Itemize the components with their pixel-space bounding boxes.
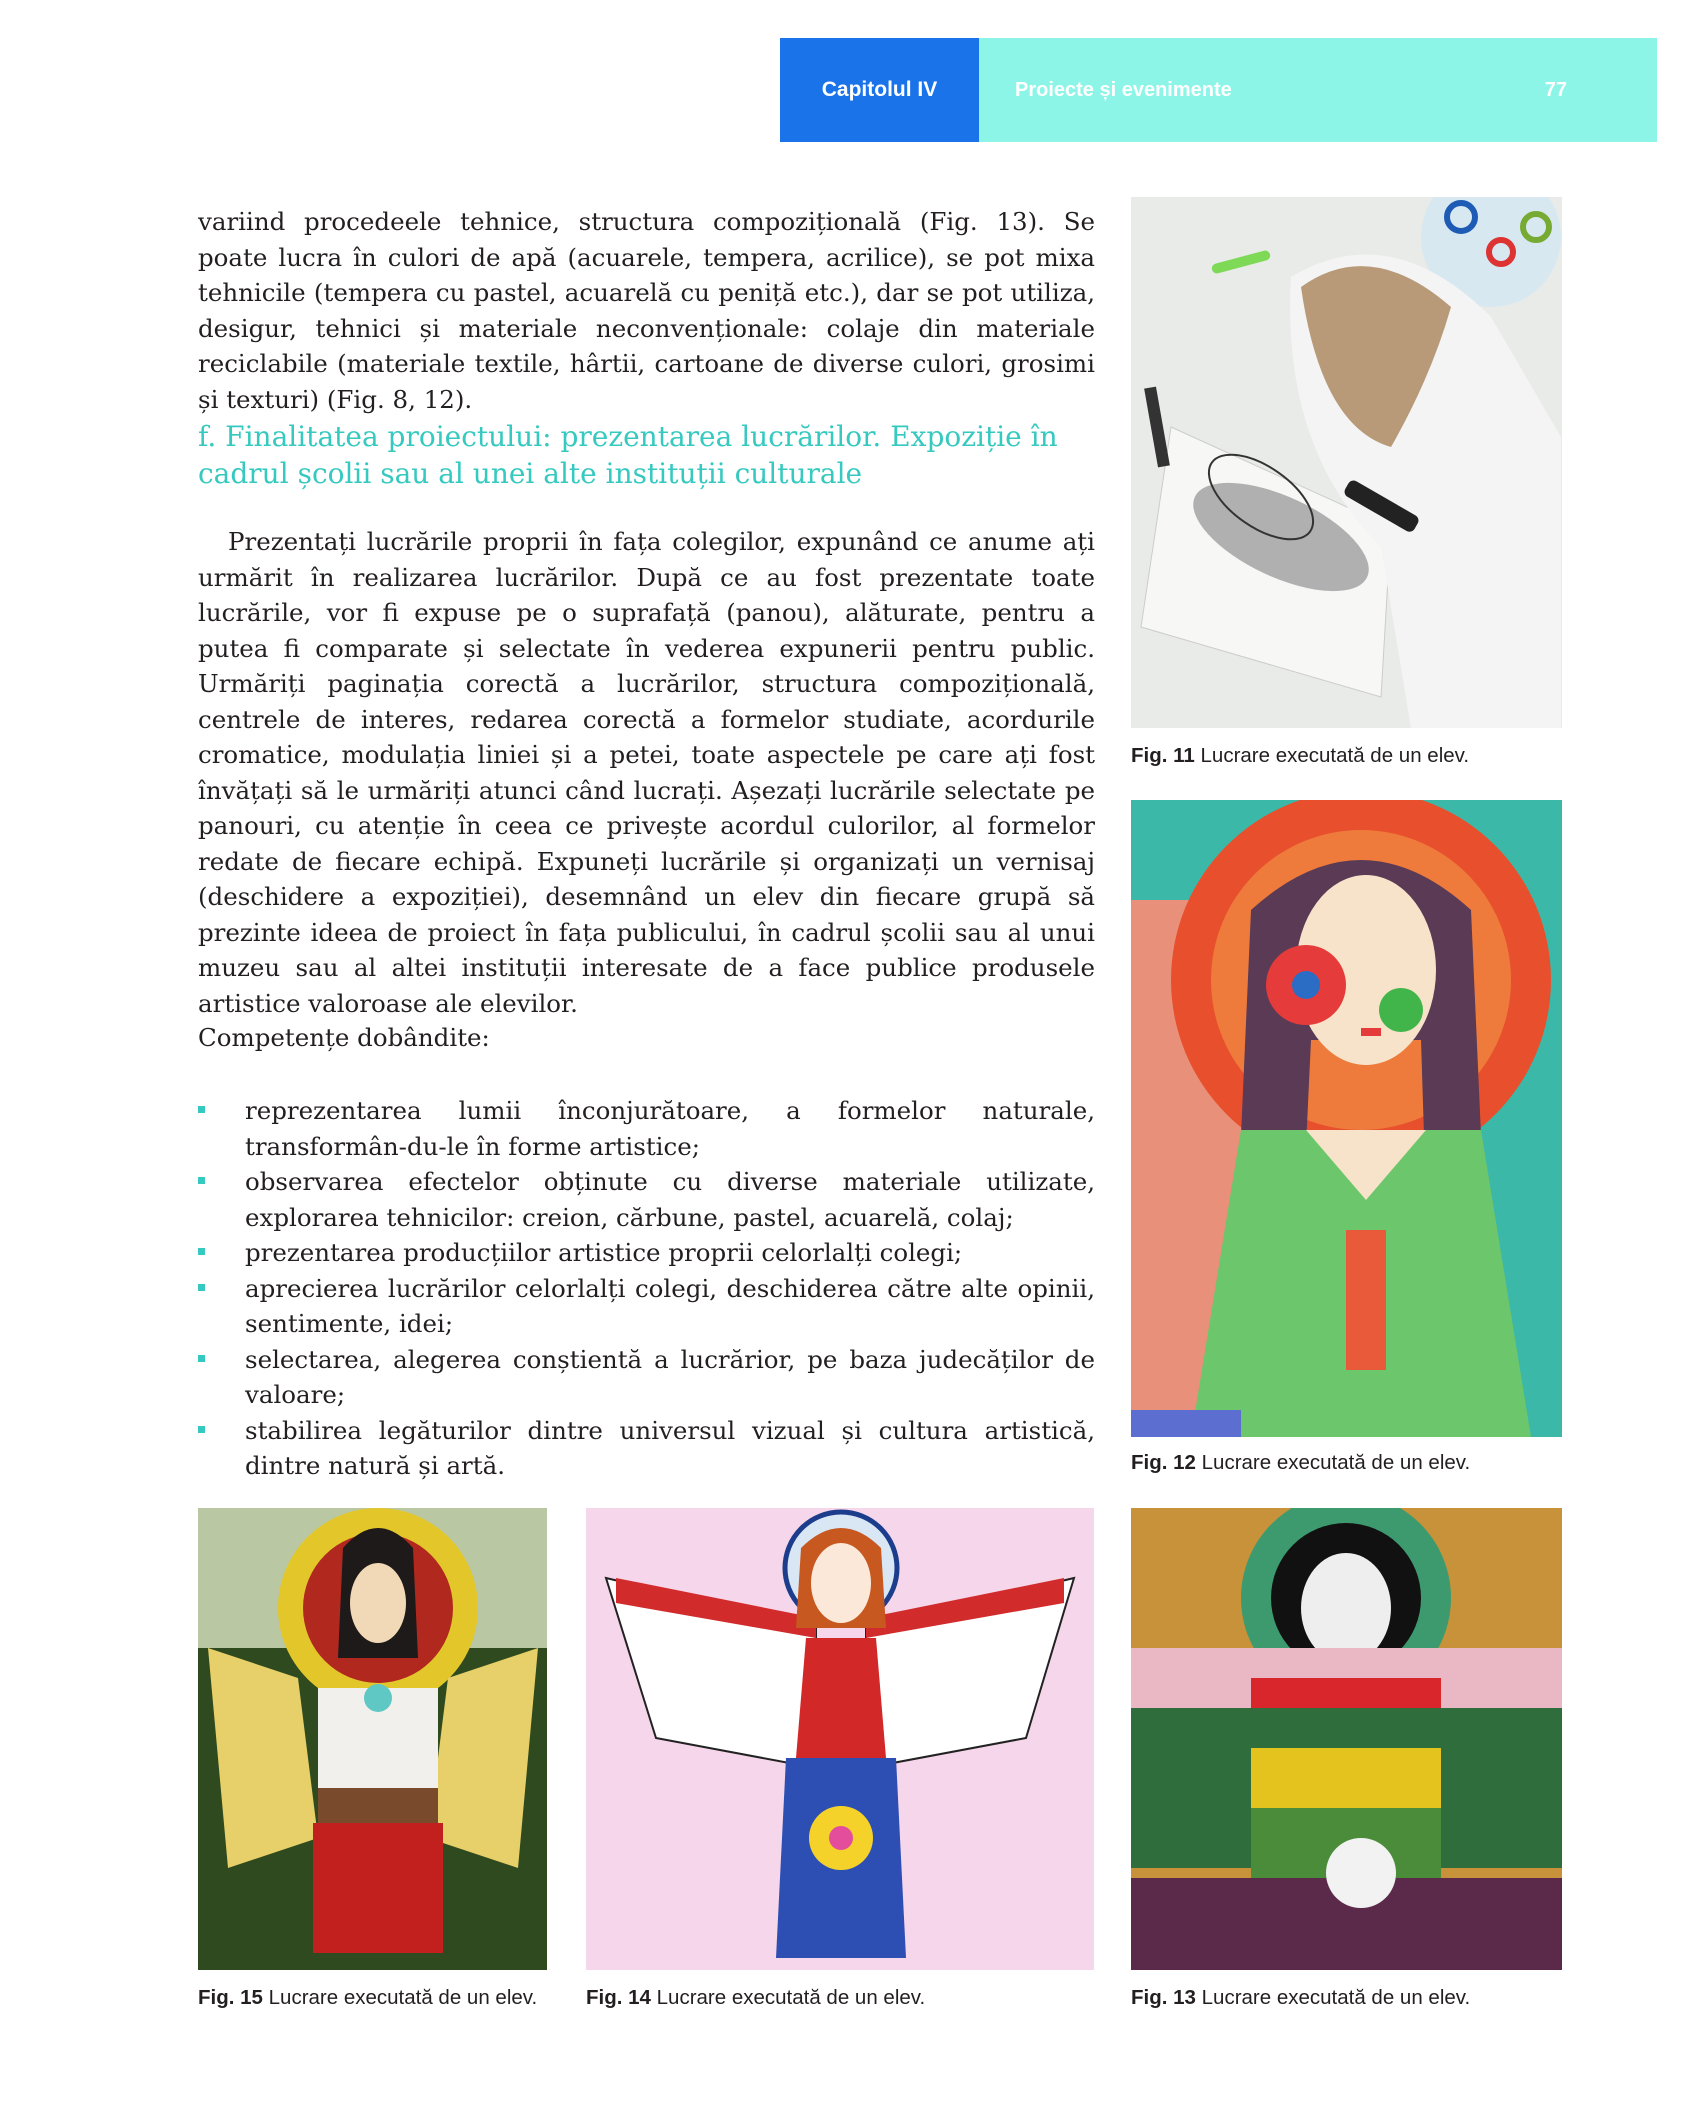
figure-11-image [1131, 197, 1562, 728]
list-item-text: aprecierea lucrărilor celorlalți colegi, deschiderea către alte opinii, sentimente, idei; [245, 1273, 1095, 1338]
bullet-square [198, 1177, 205, 1184]
list-item [198, 1235, 1095, 1271]
figure-caption-text: Lucrare executată de un elev. [1200, 744, 1470, 767]
section-heading: f. Finalitatea proiectului: prezentarea lucrărilor. Expoziție în cadrul școlii sau al unei alte instituții culturale [198, 420, 1058, 490]
figure-label: Fig. 14 [586, 1986, 651, 2009]
figure-label: Fig. 11 [1131, 744, 1195, 767]
list-item [198, 1413, 1095, 1484]
figure-13-image [1131, 1508, 1562, 1970]
figure-caption-text: Lucrare executată de un elev. [268, 1986, 538, 2009]
figure-label: Fig. 13 [1131, 1986, 1196, 2009]
section-label: Proiecte și evenimente [1015, 79, 1232, 101]
figure-14-image [586, 1508, 1094, 1970]
woman-with-flower-artwork [1131, 800, 1562, 1437]
bullet-square [198, 1426, 205, 1433]
list-item [198, 1271, 1095, 1342]
figure-label: Fig. 15 [198, 1986, 263, 2009]
figure-caption-text: Lucrare executată de un elev. [1201, 1451, 1471, 1474]
list-item-text: prezentarea producțiilor artistice proprii celorlalți colegi; [245, 1238, 963, 1267]
list-item-text: observarea efectelor obținute cu diverse materiale utilizate, explorarea tehnicilor: creion, cărbune, pastel, acuarelă, colaj; [245, 1167, 1095, 1232]
figure-13-caption [1131, 1986, 1470, 2010]
list-item [198, 1093, 1095, 1164]
figure-15-image [198, 1508, 547, 1970]
list-item-text: reprezentarea lumii înconjurătoare, a formelor naturale, transformân-du-le în forme artistice; [245, 1096, 1095, 1161]
bullet-square [198, 1106, 205, 1113]
list-item [198, 1164, 1095, 1235]
page-number: 77 [1544, 79, 1567, 101]
figure-caption-text: Lucrare executată de un elev. [1201, 1986, 1471, 2009]
paragraph-top-text: variind procedeele tehnice, structura compozițională (Fig. 13). Se poate lucra în culori de apă (acuarele, tempera, acrilice), se pot mixa tehnicile (tempera cu pastel, acuarelă cu peniță etc.), dar se pot utiliza, desigur, tehnici și materiale neconvenționale: colaje din materiale reciclabile (materiale textile, hârtii, cartoane de diverse culori, grosimi și texturi) (Fig. 8, 12). [198, 207, 1095, 414]
bullet-square [198, 1284, 205, 1291]
competences-list [198, 1093, 1095, 1484]
competences-title [198, 1020, 1095, 1056]
winged-angel-artwork [586, 1508, 1094, 1970]
paragraph-main [198, 524, 1095, 1021]
angel-mosaic-artwork [198, 1508, 547, 1970]
chapter-tab [780, 38, 979, 142]
bullet-square [198, 1355, 205, 1362]
figure-14-caption [586, 1986, 925, 2010]
chapter-label: Capitolul IV [821, 78, 938, 101]
section-bar [979, 38, 1657, 142]
list-item-text: selectarea, alegerea conștientă a lucrărior, pe baza judecăților de valoare; [245, 1344, 1095, 1409]
paragraph-top [198, 204, 1095, 417]
list-item [198, 1342, 1095, 1413]
mosaic-saint-artwork [1131, 1508, 1562, 1970]
competences-title-text: Competențe dobândite: [198, 1023, 490, 1052]
bullet-square [198, 1248, 205, 1255]
child-drawing-illustration [1131, 197, 1562, 728]
list-item-text: stabilirea legăturilor dintre universul vizual și cultura artistică, dintre natură și artă. [245, 1415, 1095, 1480]
figure-11-caption [1131, 744, 1469, 768]
figure-caption-text: Lucrare executată de un elev. [656, 1986, 926, 2009]
figure-12-image [1131, 800, 1562, 1437]
figure-12-caption [1131, 1451, 1470, 1475]
paragraph-main-text: Prezentați lucrările proprii în fața colegilor, expunând ce anume ați urmărit în realizarea lucrărilor. După ce au fost prezentate toate lucrările, vor fi expuse pe o suprafață (panou), alăturate, pentru a putea fi comparate și selectate în vederea expunerii pentru public. Urmăriți paginația corectă a lucrărilor, structura compozițională, centrele de interes, redarea corectă a formelor studiate, acordurile cromatice, modulația liniei și a petei, toate aspectele pe care ați fost învățați să le urmăriți atunci când lucrați. Așezați lucrările selectate pe panouri, cu atenție în ceea ce privește acordul culorilor, al formelor redate de fiecare echipă. Expuneți lucrările și organizați un vernisaj (deschidere a expoziției), desemnând un elev din fiecare grupă să prezinte ideea de proiect în fața publicului, în cadrul școlii sau al unui muzeu sau al altei instituții interesate de a face publice produsele artistice valoroase ale elevilor. [198, 527, 1095, 1018]
figure-label: Fig. 12 [1131, 1451, 1196, 1474]
figure-15-caption [198, 1986, 537, 2010]
